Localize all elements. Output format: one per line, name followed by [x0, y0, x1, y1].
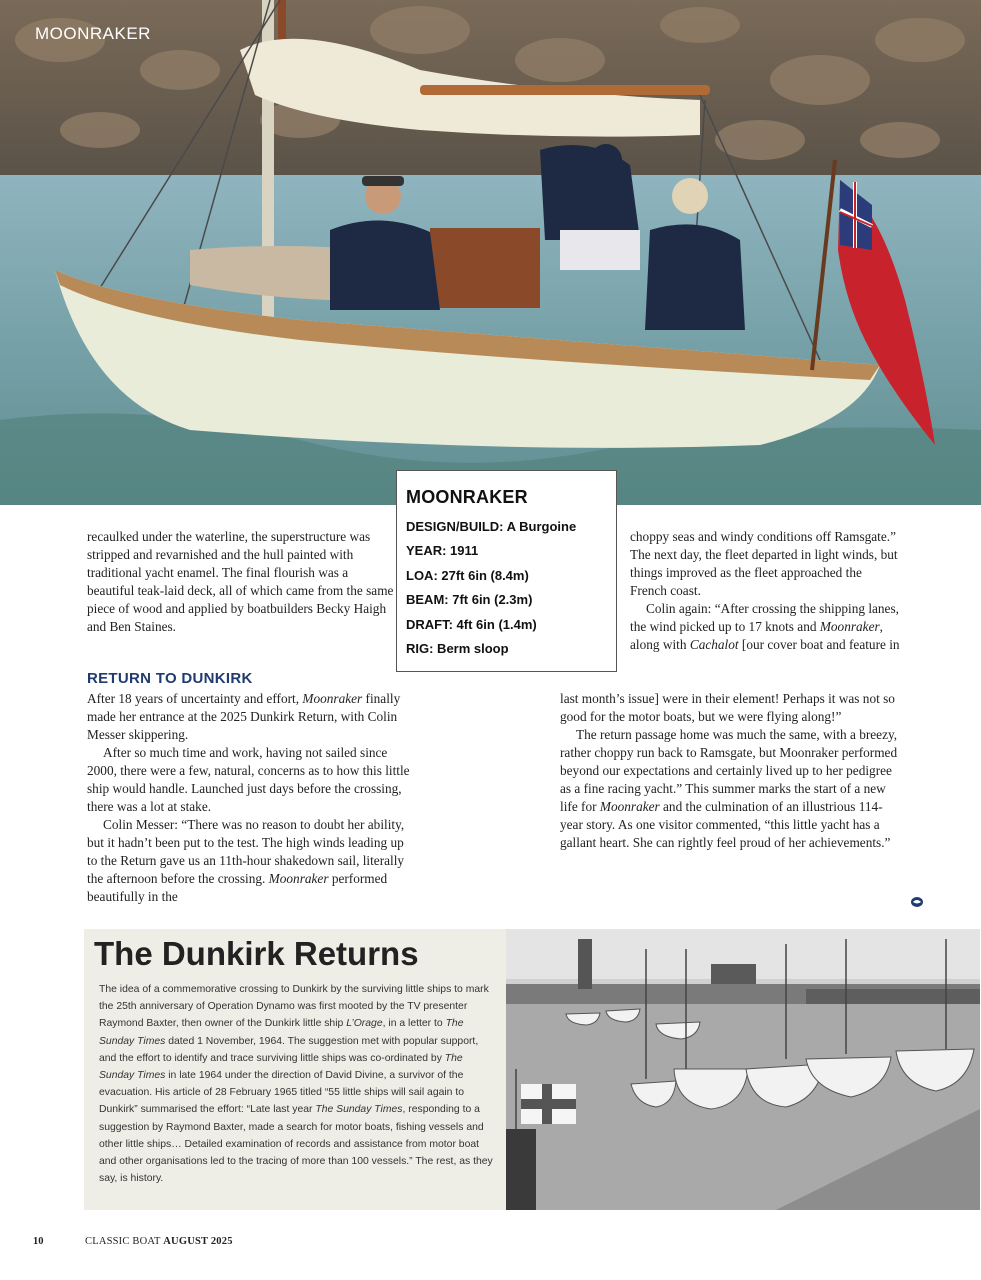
- paragraph: Colin again: “After crossing the shipping lanes, the wind picked up to 17 knots and Moonraker, along with Cachalot [our cover boat and feature in: [630, 601, 900, 652]
- spec-draft: DRAFT: 4ft 6in (1.4m): [406, 616, 537, 632]
- paragraph: After 18 years of uncertainty and effort, Moonraker finally made her entrance at the 2025 Dunkirk Return, with Colin Messer skippering.: [87, 691, 401, 742]
- spec-year: YEAR: 1911: [406, 543, 479, 559]
- article-right-bottom: [560, 690, 900, 852]
- paragraph: last month’s issue] were in their element! Perhaps it was not so good for the motor boats, but we were flying along!”: [560, 691, 895, 724]
- end-mark-icon: [910, 895, 924, 913]
- page-number: 10: [33, 1236, 44, 1247]
- article-left-bottom: [87, 690, 417, 906]
- article-left-top: [87, 528, 397, 636]
- paragraph: recaulked under the waterline, the superstructure was stripped and revarnished and the hull painted with traditional yacht enamel. The final flourish was a beautiful teak-laid deck, all of which came from the same piece of wood and applied by boatbuilders Becky Haigh and Ben Staines.: [87, 529, 394, 634]
- paragraph: After so much time and work, having not sailed since 2000, there were a few, natural, concerns as to how this little ship would handle. Launched just days before the crossing, there was a lot at stake.: [87, 745, 410, 814]
- sidebar-title: The Dunkirk Returns: [94, 935, 419, 972]
- yacht-illustration: [0, 0, 981, 505]
- sidebar-box: [84, 929, 506, 1210]
- spec-title: MOONRAKER: [406, 487, 528, 507]
- article-right-top: [630, 528, 900, 654]
- harbour-photo: [506, 929, 980, 1210]
- section-label: MOONRAKER: [35, 24, 151, 43]
- harbour-illustration: [506, 929, 980, 1210]
- subheading: RETURN TO DUNKIRK: [87, 670, 253, 687]
- sidebar-body: The idea of a commemorative crossing to Dunkirk by the surviving little ships to mark the 25th anniversary of Operation Dynamo was first mooted by the TV presenter Raymond Baxter, then owner of the Dunkirk little ship L’Orage, in a letter to The Sunday Times dated 1 November, 1964. The suggestion met with popular support, and the effort to identify and trace surviving little ships was co-ordinated by The Sunday Times in late 1964 under the direction of David Divine, a survivor of the evacuation. His article of 28 February 1965 titled “55 little ships will sail again to Dunkirk” summarised the effort: “Late last year The Sunday Times, responding to a suggestion by Raymond Baxter, made a search for motor boats, fishing vessels and other little ships… Detailed examination of records and assistance from motor boat and other organisations led to the tracing of more than 100 vessels.” The rest, as they say, is history.: [99, 984, 493, 1185]
- spec-design-build: DESIGN/BUILD: A Burgoine: [406, 519, 577, 534]
- spec-beam: BEAM: 7ft 6in (2.3m): [406, 592, 533, 608]
- spec-rig: RIG: Berm sloop: [406, 641, 509, 657]
- paragraph: Colin Messer: “There was no reason to doubt her ability, but it hadn’t been put to the test. The high winds leading up to the Return gave us an 11th-hour shakedown sail, literally the afternoon before the crossing. Moonraker performed beautifully in the: [87, 817, 405, 904]
- hero-photo: [0, 0, 981, 505]
- magazine-footer: CLASSIC BOAT AUGUST 2025: [85, 1236, 233, 1247]
- paragraph: choppy seas and windy conditions off Ramsgate.” The next day, the fleet departed in light winds, but things improved as the fleet approached the French coast.: [630, 529, 898, 598]
- paragraph: The return passage home was much the same, with a breezy, rather choppy run back to Ramsgate, but Moonraker performed beyond our expectations and certainly lived up to her pedigree as a fine racing yacht.” This summer marks the start of a new life for Moonraker and the culmination of an illustrious 114-year story. As one visitor commented, “this little yacht has a gallant heart. She can rightly feel proud of her achievements.”: [560, 727, 898, 850]
- spec-box: [396, 470, 617, 672]
- spec-loa: LOA: 27ft 6in (8.4m): [406, 567, 529, 583]
